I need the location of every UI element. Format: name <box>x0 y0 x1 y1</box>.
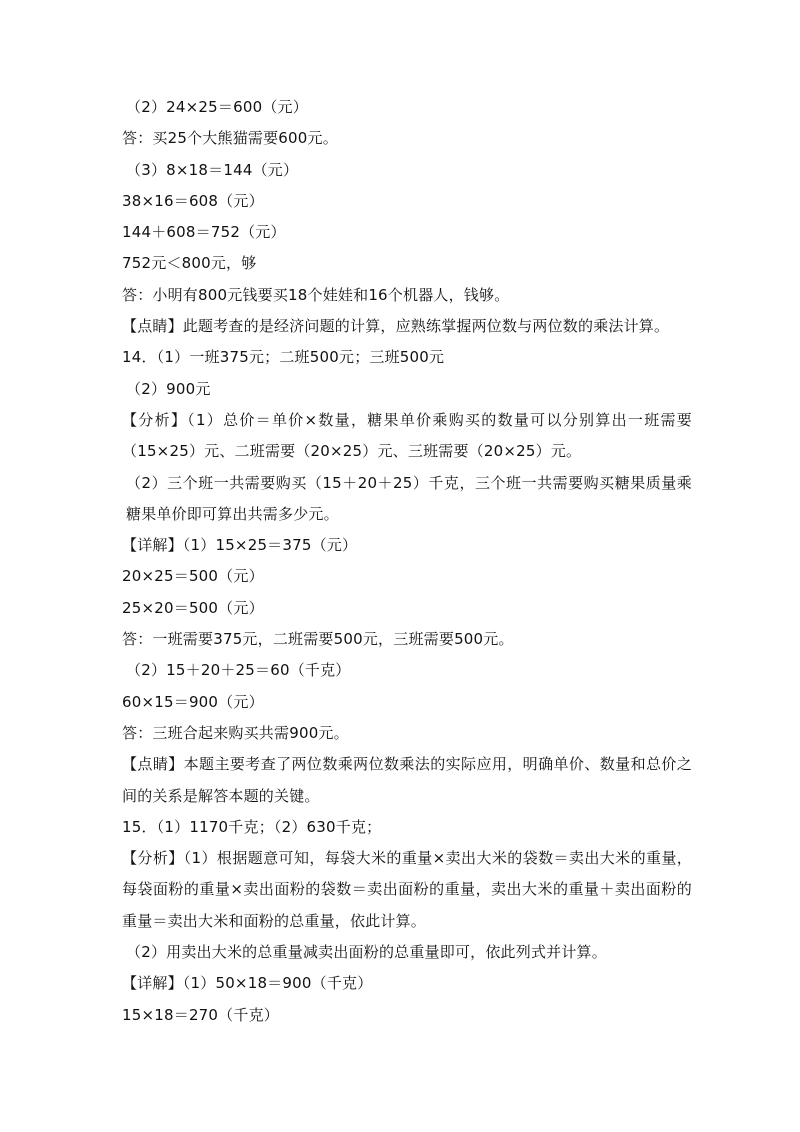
text-line: 答：一班需要375元，二班需要500元，三班需要500元。 <box>122 630 514 649</box>
text-line: 答：三班合起来购买共需900元。 <box>122 723 349 742</box>
text-line: 144＋608＝752（元） <box>122 223 286 242</box>
text-paragraph: 【分析】（1）总价＝单价×数量，糖果单价乘购买的数量可以分别算出一班需要（15×25）元、二班需要（20×25）元、三班需要（20×25）元。 <box>122 410 692 461</box>
text-paragraph: 【点睛】本题主要考查了两位数乘两位数乘法的实际应用，明确单价、数量和总价之间的关系是解答本题的关键。 <box>122 755 692 805</box>
text-line: 答：小明有800元钱要买18个娃娃和16个机器人，钱够。 <box>122 285 510 304</box>
text-line: （3）8×18＝144（元） <box>126 160 299 179</box>
text-line: 60×15＝900（元） <box>122 692 264 711</box>
text-line: 15×18＝270（千克） <box>122 1005 279 1024</box>
text-line: 【详解】（1）15×25＝375（元） <box>122 536 358 555</box>
text-line: 【详解】（1）50×18＝900（千克） <box>122 974 373 993</box>
document-body <box>122 92 692 1031</box>
text-line: （2）900元 <box>126 379 211 398</box>
text-line: 20×25＝500（元） <box>122 567 264 586</box>
answer-heading: 15．（1）1170千克；（2）630千克； <box>122 817 382 836</box>
text-paragraph: （2）三个班一共需要购买（15＋20＋25）千克，三个班一共需要购买糖果质量乘糖果单价即可算出共需多少元。 <box>126 473 692 523</box>
answer-heading: 14．（1）一班375元；二班500元；三班500元 <box>122 348 445 367</box>
text-paragraph: 【点睛】此题考查的是经济问题的计算，应熟练掌握两位数与两位数的乘法计算。 <box>122 317 670 336</box>
text-line: （2）15＋20＋25＝60（千克） <box>126 661 351 680</box>
text-line: 25×20＝500（元） <box>122 598 264 617</box>
text-line: 答：买25个大熊猫需要600元。 <box>122 129 338 148</box>
text-line: 752元＜800元，够 <box>122 254 257 273</box>
text-paragraph: 【分析】（1）根据题意可知，每袋大米的重量×卖出大米的袋数＝卖出大米的重量，每袋面粉的重量×卖出面粉的袋数＝卖出面粉的重量，卖出大米的重量＋卖出面粉的重量＝卖出大米和面粉的总重量，依此计算。 <box>122 849 692 930</box>
text-line: 38×16＝608（元） <box>122 191 264 210</box>
text-line: （2）用卖出大米的总重量减卖出面粉的总重量即可，依此列式并计算。 <box>126 943 607 962</box>
text-line: （2）24×25＝600（元） <box>126 98 308 116</box>
